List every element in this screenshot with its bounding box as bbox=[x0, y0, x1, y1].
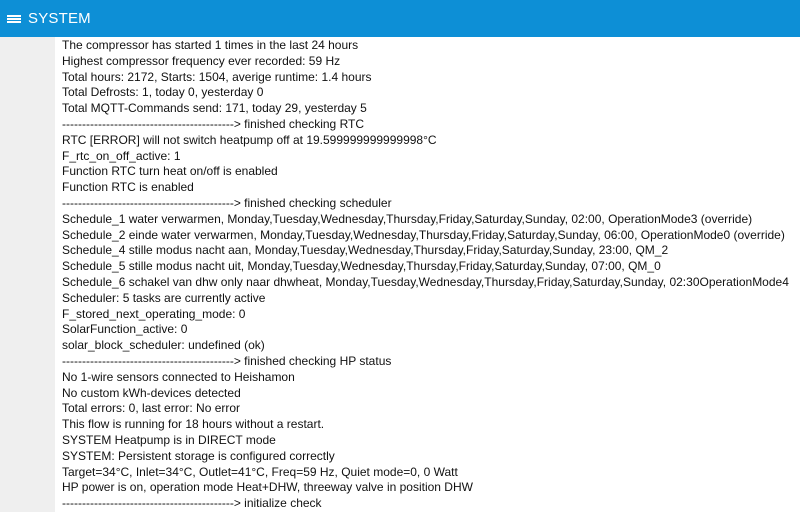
log-line: -------------------------------------------> initialize check bbox=[62, 496, 322, 511]
log-line: No custom kWh-devices detected bbox=[62, 385, 241, 400]
log-line: Total MQTT-Commands send: 171, today 29, yesterday 5 bbox=[62, 101, 367, 116]
log-line: Function RTC turn heat on/off is enabled bbox=[62, 164, 278, 179]
log-line: Schedule_4 stille modus nacht aan, Monday,Tuesday,Wednesday,Thursday,Friday,Saturday,Sunday, 23:00, QM_2 bbox=[62, 243, 669, 258]
log-line: Total hours: 2172, Starts: 1504, averige runtime: 1.4 hours bbox=[62, 69, 372, 84]
log-line: -------------------------------------------> finished checking scheduler bbox=[62, 195, 392, 210]
log-line: F_stored_next_operating_mode: 0 bbox=[62, 306, 246, 321]
menu-bar-line bbox=[7, 18, 21, 20]
menu-bar-line bbox=[7, 15, 21, 17]
log-line: SolarFunction_active: 0 bbox=[62, 322, 188, 337]
menu-bar-line bbox=[7, 21, 21, 23]
page-title: SYSTEM bbox=[28, 10, 91, 27]
hamburger-menu-icon[interactable] bbox=[7, 12, 21, 26]
log-line: Scheduler: 5 tasks are currently active bbox=[62, 290, 266, 305]
log-line: Schedule_5 stille modus nacht uit, Monday,Tuesday,Wednesday,Thursday,Friday,Saturday,Sunday, 07:00, QM_0 bbox=[62, 259, 661, 274]
left-sidebar-gutter bbox=[0, 37, 55, 512]
log-line: SYSTEM: Persistent storage is configured correctly bbox=[62, 448, 335, 463]
log-line: Schedule_1 water verwarmen, Monday,Tuesday,Wednesday,Thursday,Friday,Saturday,Sunday, 02:00, OperationMode3 (override) bbox=[62, 211, 753, 226]
log-line: No 1-wire sensors connected to Heishamon bbox=[62, 369, 295, 384]
log-line: -------------------------------------------> finished checking HP status bbox=[62, 353, 392, 368]
log-line: SYSTEM Heatpump is in DIRECT mode bbox=[62, 432, 276, 447]
log-line: Function RTC is enabled bbox=[62, 180, 194, 195]
log-output bbox=[62, 37, 798, 513]
log-line: Total errors: 0, last error: No error bbox=[62, 401, 241, 416]
log-line: F_rtc_on_off_active: 1 bbox=[62, 148, 181, 163]
log-line: solar_block_scheduler: undefined (ok) bbox=[62, 338, 265, 353]
log-line: Target=34°C, Inlet=34°C, Outlet=41°C, Freq=59 Hz, Quiet mode=0, 0 Watt bbox=[62, 464, 458, 479]
log-line: This flow is running for 18 hours without a restart. bbox=[62, 417, 325, 432]
log-line: HP power is on, operation mode Heat+DHW, threeway valve in position DHW bbox=[62, 480, 473, 495]
log-line: Schedule_2 einde water verwarmen, Monday,Tuesday,Wednesday,Thursday,Friday,Saturday,Sunday, 06:00, OperationMode0 (override) bbox=[62, 227, 785, 242]
log-line: Total Defrosts: 1, today 0, yesterday 0 bbox=[62, 85, 264, 100]
log-line: Schedule_6 schakel van dhw only naar dhwheat, Monday,Tuesday,Wednesday,Thursday,Friday,Saturday,Sunday, 02:30OperationMode4 bbox=[62, 274, 789, 289]
log-line: Highest compressor frequency ever recorded: 59 Hz bbox=[62, 53, 341, 68]
top-app-bar bbox=[0, 0, 800, 37]
log-line: -------------------------------------------> finished checking RTC bbox=[62, 116, 365, 131]
log-line: The compressor has started 1 times in the last 24 hours bbox=[62, 38, 359, 52]
log-line: RTC [ERROR] will not switch heatpump off at 19.599999999999998°C bbox=[62, 132, 437, 147]
